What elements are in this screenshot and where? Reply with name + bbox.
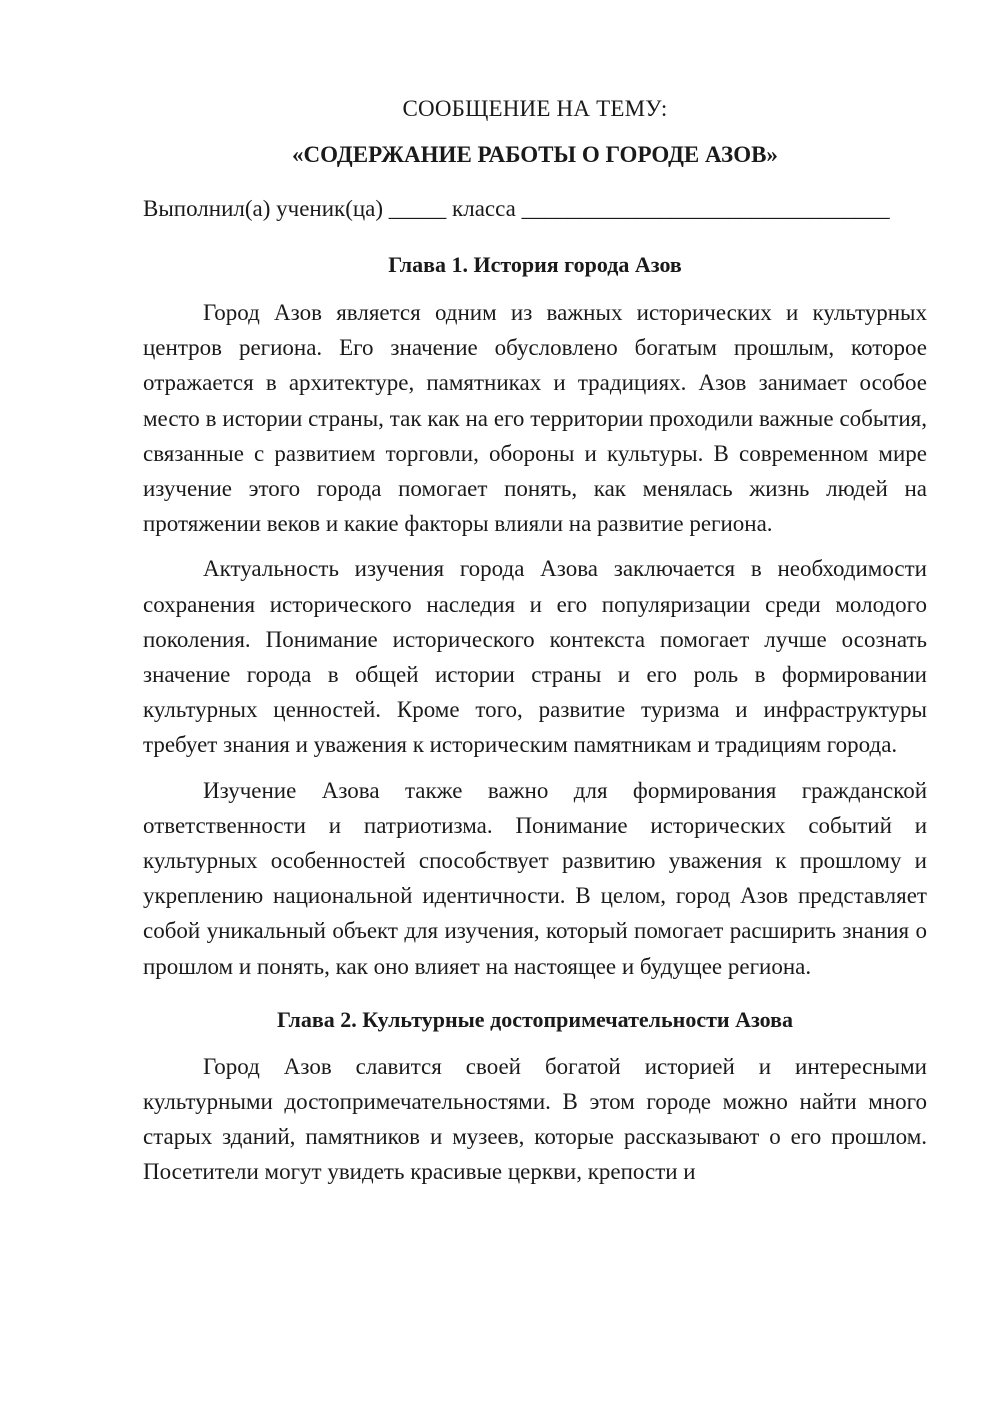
chapter-1-paragraph-1: Город Азов является одним из важных исторических и культурных центров региона. Его значение обусловлено богатым прошлым, которое отражается в архитектуре, памятниках и традициях. Азов занимает особое место в истории страны, так как на его территории проходили важные события, связанные с развитием торговли, обороны и культуры. В современном мире изучение этого города помогает понять, как менялась жизнь людей на протяжении веков и какие факторы влияли на развитие региона. <box>143 300 927 537</box>
chapter-2-title: Глава 2. Культурные достопримечательности Азова <box>276 1006 794 1032</box>
document-page <box>143 92 927 1190</box>
chapter-1-paragraph-3: Изучение Азова также важно для формирования гражданской ответственности и патриотизма. Понимание исторических событий и культурных особенностей способствует развитию уважения к прошлому и укреплению национальной идентичности. В целом, город Азов представляет собой уникальный объект для изучения, который помогает расширить знания о прошлом и понять, как оно влияет на настоящее и будущее региона. <box>143 777 927 979</box>
chapter-1-paragraph-2: Актуальность изучения города Азова заключается в необходимости сохранения исторического наследия и его популяризации среди молодого поколения. Понимание исторического контекста помогает лучше осознать значение города в общей истории страны и его роль в формировании культурных ценностей. Кроме того, развитие туризма и инфраструктуры требует знания и уважения к историческим памятникам и традициям города. <box>143 556 927 758</box>
chapter-1-title: Глава 1. История города Азов <box>388 252 682 277</box>
chapter-2-paragraph-1: Город Азов славится своей богатой историей и интересными культурными достопримечательностями. В этом городе можно найти много старых зданий, памятников и музеев, которые рассказывают о его прошлом. Посетители могут увидеть красивые церкви, крепости и <box>143 1053 927 1185</box>
document-heading-main: «СОДЕРЖАНИЕ РАБОТЫ О ГОРОДЕ АЗОВ» <box>292 142 778 167</box>
document-heading-upper: СООБЩЕНИЕ НА ТЕМУ: <box>402 96 668 121</box>
author-line: Выполнил(а) ученик(ца) _____ класса ________________________________ <box>143 196 890 221</box>
